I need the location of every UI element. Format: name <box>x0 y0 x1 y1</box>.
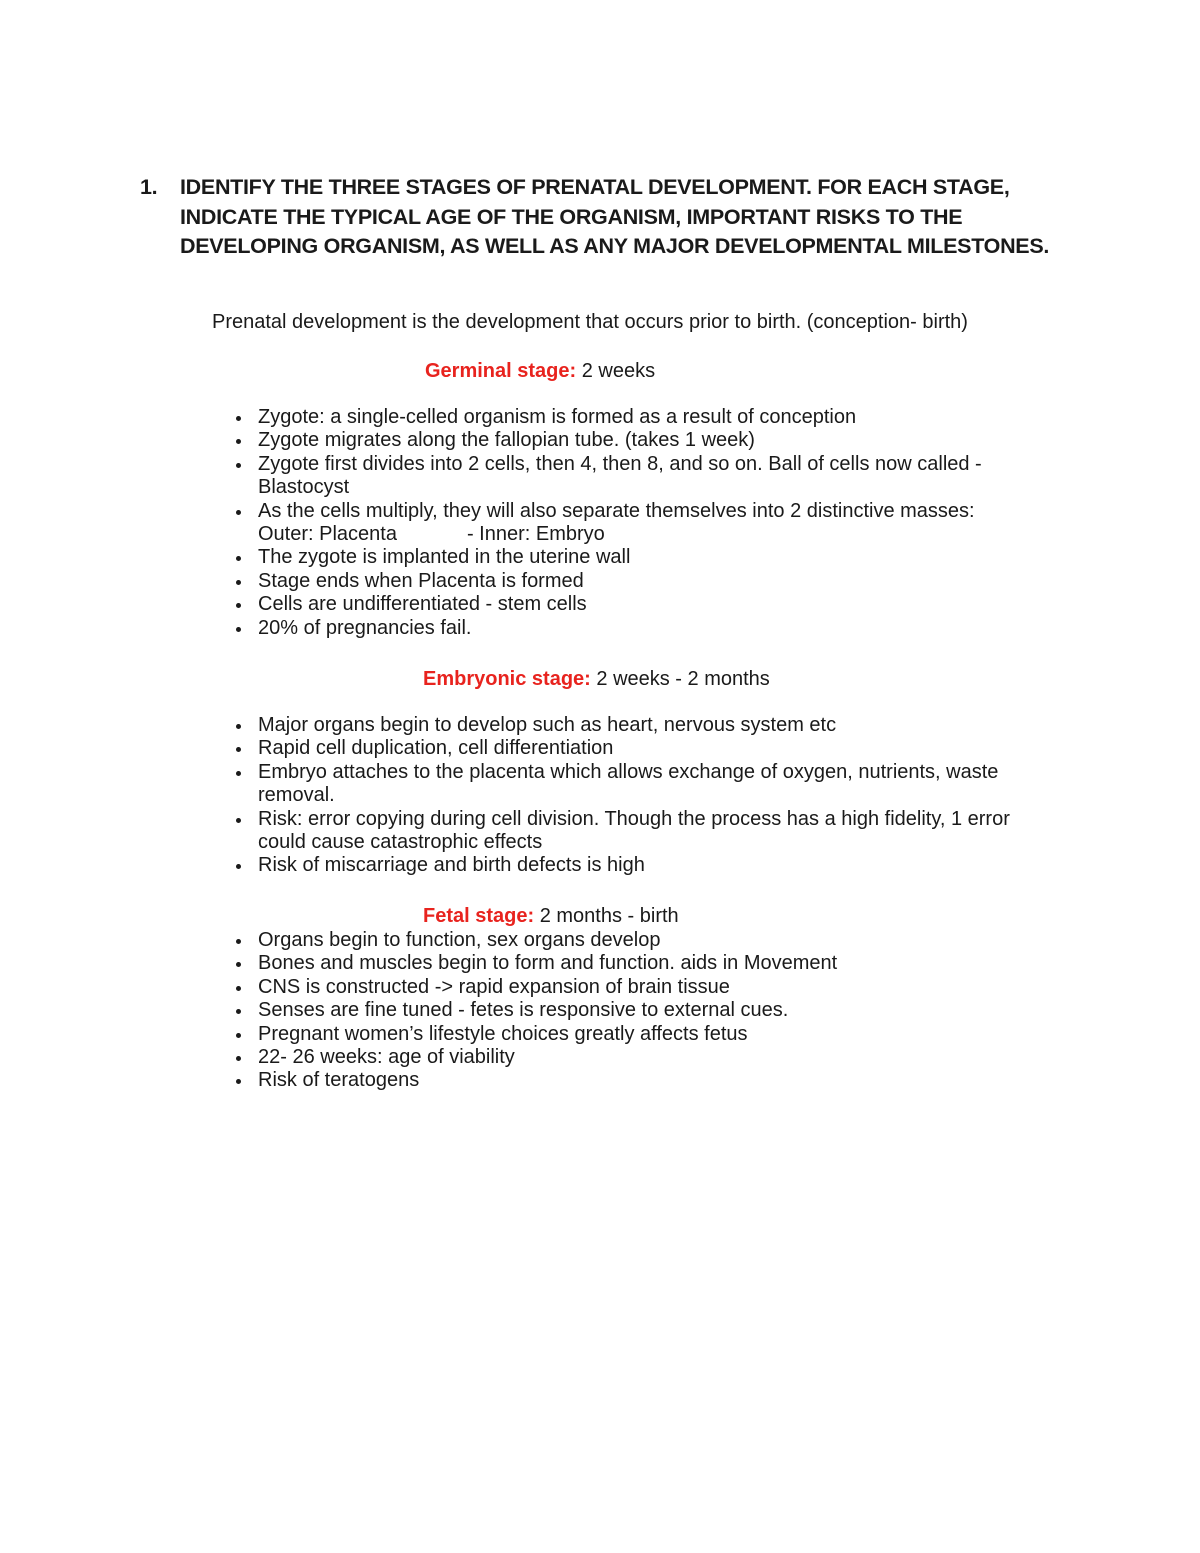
bullet-icon <box>236 724 241 729</box>
question-number: 1. <box>140 175 158 199</box>
bullet-icon <box>236 1079 241 1084</box>
bullet-icon <box>236 463 241 468</box>
outer-mass: Outer: Placenta <box>258 523 397 546</box>
list-item: Cells are undifferentiated - stem cells <box>232 593 1062 616</box>
bullet-icon <box>236 818 241 823</box>
list-item: Pregnant women’s lifestyle choices greatly affects fetus <box>232 1023 1062 1046</box>
list-item: Stage ends when Placenta is formed <box>232 570 1062 593</box>
bullet-icon <box>236 1009 241 1014</box>
stage-label: Germinal stage: <box>425 360 577 382</box>
list-item: The zygote is implanted in the uterine wall <box>232 546 1062 569</box>
list-item: Risk: error copying during cell division. Though the process has a high fidelity, 1 error could cause catastrophic effects <box>232 808 1062 855</box>
list-item: Zygote migrates along the fallopian tube. (takes 1 week) <box>232 429 1062 452</box>
bullet-icon <box>236 510 241 515</box>
bullet-icon <box>236 864 241 869</box>
bullet-icon <box>236 416 241 421</box>
list-item: Rapid cell duplication, cell differentiation <box>232 737 1062 760</box>
bullet-icon <box>236 556 241 561</box>
list-item: CNS is constructed -> rapid expansion of brain tissue <box>232 976 1062 999</box>
stage-label: Fetal stage: <box>423 905 535 927</box>
germinal-stage-list <box>232 406 1062 640</box>
bullet-icon <box>236 986 241 991</box>
list-item: Risk of teratogens <box>232 1069 1062 1092</box>
bullet-icon <box>236 747 241 752</box>
list-item: Risk of miscarriage and birth defects is high <box>232 854 1062 877</box>
list-item: 22- 26 weeks: age of viability <box>232 1046 1062 1069</box>
list-item: Bones and muscles begin to form and function. aids in Movement <box>232 952 1062 975</box>
bullet-icon <box>236 962 241 967</box>
bullet-icon <box>236 627 241 632</box>
list-item: Zygote first divides into 2 cells, then 4, then 8, and so on. Ball of cells now called - Blastocyst <box>232 453 1062 500</box>
list-item: As the cells multiply, they will also separate themselves into 2 distinctive masses: Outer: Placenta - Inner: Embryo <box>232 500 1062 547</box>
list-item: 20% of pregnancies fail. <box>232 617 1062 640</box>
question-text: IDENTIFY THE THREE STAGES OF PRENATAL DEVELOPMENT. FOR EACH STAGE, INDICATE THE TYPICAL AGE OF THE ORGANISM, IMPORTANT RISKS TO THE DEVELOPING ORGANISM, AS WELL AS ANY MAJOR DEVELOPMENTAL MILESTONES. <box>180 175 1050 258</box>
fetal-stage-heading <box>423 903 679 929</box>
embryonic-stage-heading <box>423 666 770 692</box>
bullet-icon <box>236 771 241 776</box>
embryonic-stage-list <box>232 714 1062 878</box>
list-item: Zygote: a single-celled organism is formed as a result of conception <box>232 406 1062 429</box>
bullet-icon <box>236 1033 241 1038</box>
list-item: Senses are fine tuned - fetes is responsive to external cues. <box>232 999 1062 1022</box>
stage-duration: 2 weeks <box>576 360 656 382</box>
bullet-icon <box>236 439 241 444</box>
stage-duration: 2 months - birth <box>534 905 679 927</box>
stage-label: Embryonic stage: <box>423 668 591 690</box>
inner-mass: - Inner: Embryo <box>466 523 605 546</box>
fetal-stage-list <box>232 929 1062 1093</box>
question-heading <box>140 173 1080 262</box>
germinal-stage-heading <box>425 358 655 384</box>
intro-text: Prenatal development is the development that occurs prior to birth. (conception- birth) <box>212 311 968 333</box>
list-item: Major organs begin to develop such as heart, nervous system etc <box>232 714 1062 737</box>
list-item: Organs begin to function, sex organs develop <box>232 929 1062 952</box>
list-item: Embryo attaches to the placenta which allows exchange of oxygen, nutrients, waste removal. <box>232 761 1062 808</box>
bullet-icon <box>236 939 241 944</box>
bullet-icon <box>236 580 241 585</box>
stage-duration: 2 weeks - 2 months <box>590 668 770 690</box>
bullet-icon <box>236 603 241 608</box>
bullet-icon <box>236 1056 241 1061</box>
